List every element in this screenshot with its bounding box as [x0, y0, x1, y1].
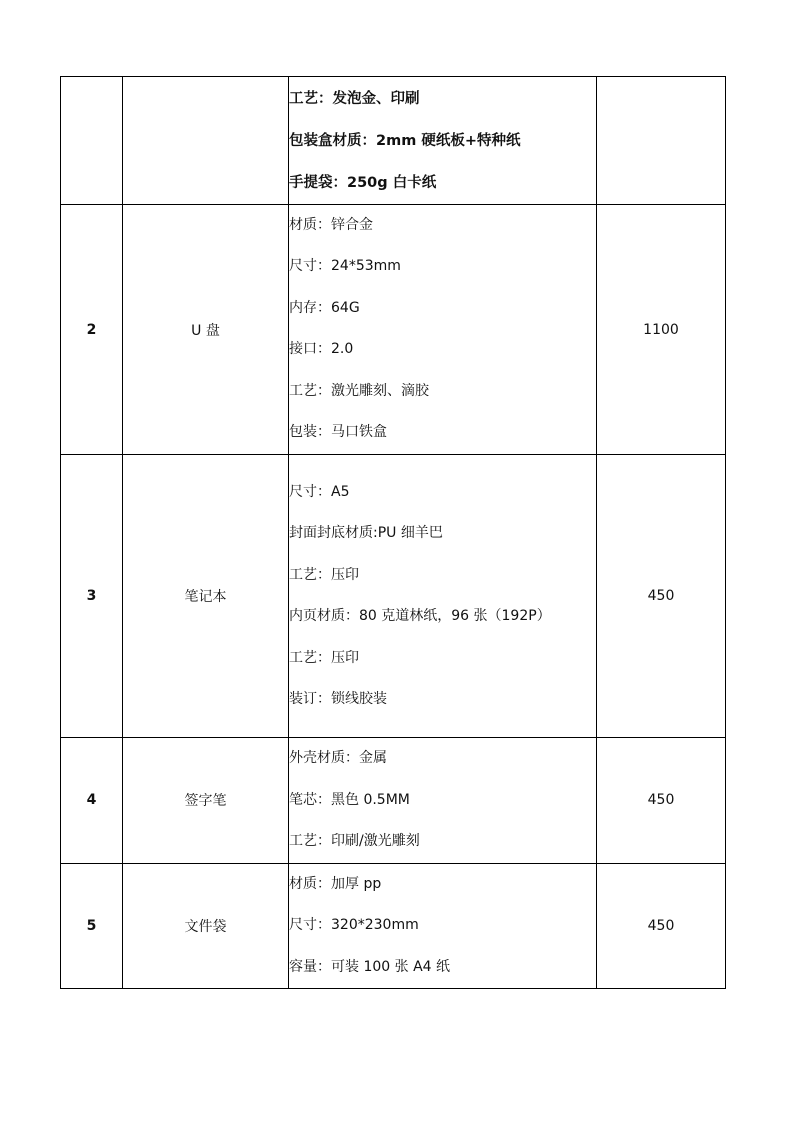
spec-line: 外壳材质：金属 — [289, 750, 387, 766]
table-row — [61, 455, 726, 738]
spec-line: 工艺：发泡金、印刷 — [289, 91, 420, 107]
product-specs — [289, 863, 597, 989]
spec-line: 封面封底材质:PU 细羊巴 — [289, 525, 443, 541]
spec-line: 内页材质：80 克道林纸，96 张（192P） — [289, 608, 551, 624]
product-name: 笔记本 — [123, 455, 289, 738]
product-name: 签字笔 — [123, 738, 289, 864]
spec-line: 材质：锌合金 — [289, 217, 373, 234]
product-name — [123, 77, 289, 205]
product-name: 文件袋 — [123, 863, 289, 989]
spec-line: 包装：马口铁盒 — [289, 424, 387, 441]
table-row — [61, 77, 726, 205]
spec-line: 装订：锁线胶装 — [289, 691, 387, 707]
row-number: 4 — [61, 738, 123, 864]
spec-line: 尺寸：A5 — [289, 483, 350, 500]
spec-line: 尺寸：24*53mm — [289, 258, 401, 275]
table-row — [61, 205, 726, 455]
spec-line: 工艺：印刷/激光雕刻 — [289, 833, 420, 849]
quantity: 450 — [597, 738, 726, 864]
spec-line: 尺寸：320*230mm — [289, 917, 419, 933]
row-number: 5 — [61, 863, 123, 989]
product-specs — [289, 77, 597, 205]
spec-line: 工艺：压印 — [289, 649, 359, 666]
spec-line: 笔芯：黑色 0.5MM — [289, 791, 410, 808]
table-row — [61, 738, 726, 864]
quantity: 450 — [597, 863, 726, 989]
product-specs — [289, 205, 597, 455]
quantity — [597, 77, 726, 205]
table-row — [61, 863, 726, 989]
spec-line: 工艺：激光雕刻、滴胶 — [289, 382, 429, 399]
quantity: 450 — [597, 455, 726, 738]
row-number: 3 — [61, 455, 123, 738]
quantity: 1100 — [597, 205, 726, 455]
spec-line: 容量：可装 100 张 A4 纸 — [289, 958, 451, 975]
row-number: 2 — [61, 205, 123, 455]
product-specs — [289, 738, 597, 864]
spec-line: 包装盒材质：2mm 硬纸板+特种纸 — [289, 133, 521, 149]
product-specs — [289, 455, 597, 738]
spec-line: 工艺：压印 — [289, 566, 359, 583]
spec-line: 内存：64G — [289, 299, 360, 316]
product-spec-table — [60, 76, 726, 989]
spec-line: 手提袋：250g 白卡纸 — [289, 174, 437, 191]
row-number — [61, 77, 123, 205]
product-name: U 盘 — [123, 205, 289, 455]
spec-line: 接口：2.0 — [289, 341, 354, 358]
spec-line: 材质：加厚 pp — [289, 875, 382, 892]
